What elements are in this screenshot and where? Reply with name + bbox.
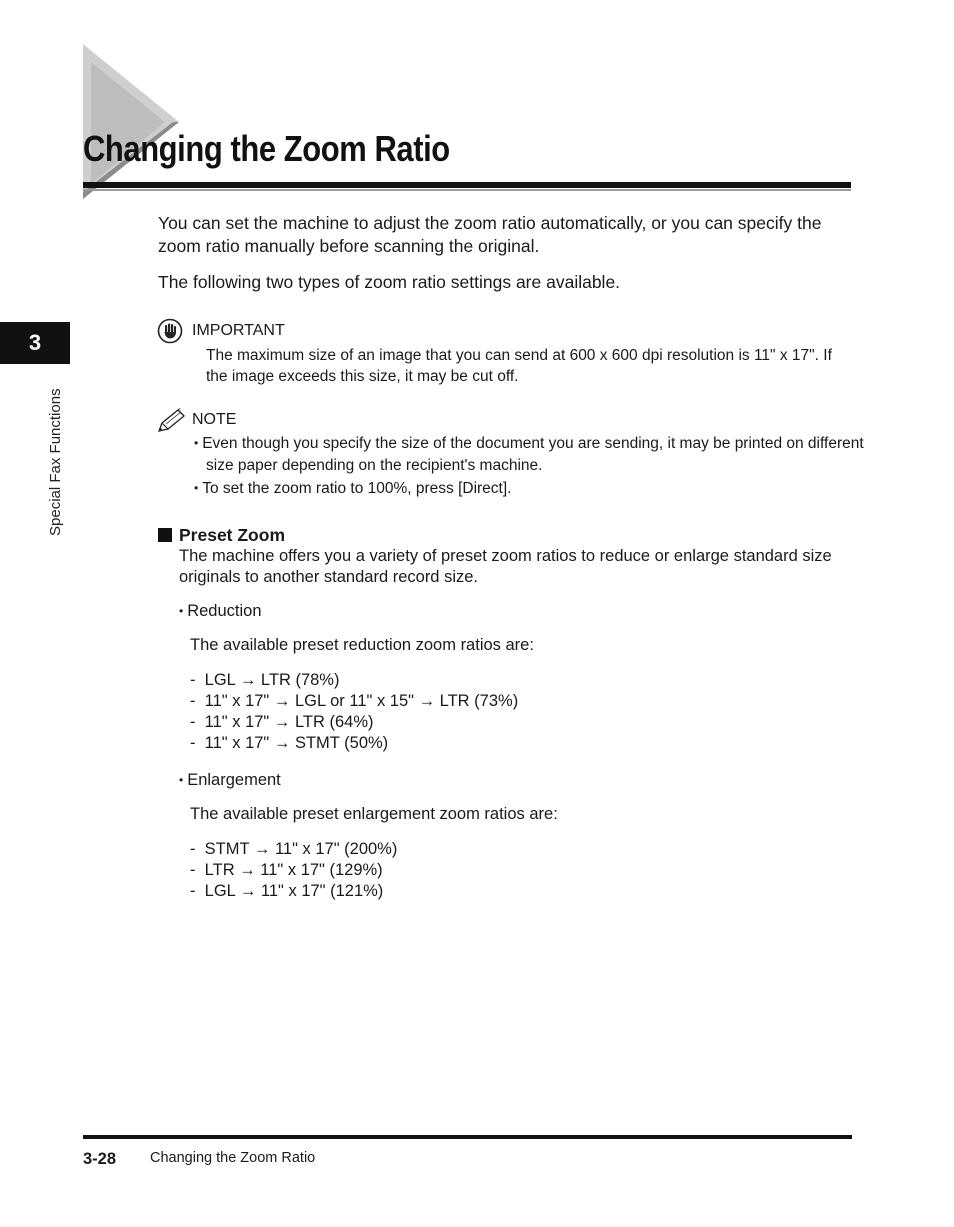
reduction-label: • Reduction [179,601,262,623]
intro-paragraph: The following two types of zoom ratio settings are available. [158,272,621,292]
note-item: • To set the zoom ratio to 100%, press [Direct]. [194,478,854,500]
reduction-item: - 11" x 17" → LGL or 11" x 15" → LTR (73%) [190,692,519,710]
title-triangle-decoration [83,44,183,200]
title-rule-shadow [83,189,851,191]
footer-title: Changing the Zoom Ratio [150,1150,316,1166]
enlargement-item: - STMT → 11" x 17" (200%) [190,840,398,858]
note-item: • Even though you specify the size of the document you are sending, it may be printed on different size paper depending on the recipient's machine. [194,433,866,476]
pencil-icon [156,408,186,434]
section-description: The machine offers you a variety of preset zoom ratios to reduce or enlarge standard size originals to another standard record size. [179,547,832,586]
reduction-item: - LGL → LTR (78%) [190,671,340,689]
chapter-label: Special Fax Functions [47,388,64,536]
enlargement-list [190,839,397,902]
section-square-icon [158,528,172,542]
reduction-item: - 11" x 17" → STMT (50%) [190,734,389,752]
note-label: NOTE [192,411,237,428]
enlargement-intro: The available preset enlargement zoom ratios are: [190,805,558,823]
enlargement-item: - LGL → 11" x 17" (121%) [190,882,384,900]
hand-stop-icon [157,318,183,344]
enlargement-label: • Enlargement [179,770,281,792]
reduction-intro: The available preset reduction zoom ratios are: [190,636,534,654]
reduction-list [190,670,518,754]
section-heading: Preset Zoom [179,525,285,545]
footer-rule [83,1135,852,1139]
intro-paragraph: You can set the machine to adjust the zoom ratio automatically, or you can specify the zoom ratio manually before scanning the original. [158,213,822,256]
important-text: The maximum size of an image that you can send at 600 x 600 dpi resolution is 11" x 17". If the image exceeds this size, it may be cut off. [206,347,832,385]
chapter-tab: 3 [0,322,70,364]
title-rule [83,182,851,188]
page-title: Changing the Zoom Ratio [83,128,450,169]
page-number: 3-28 [83,1150,117,1168]
enlargement-item: - LTR → 11" x 17" (129%) [190,861,383,879]
reduction-item: - 11" x 17" → LTR (64%) [190,713,374,731]
important-label: IMPORTANT [192,322,285,339]
